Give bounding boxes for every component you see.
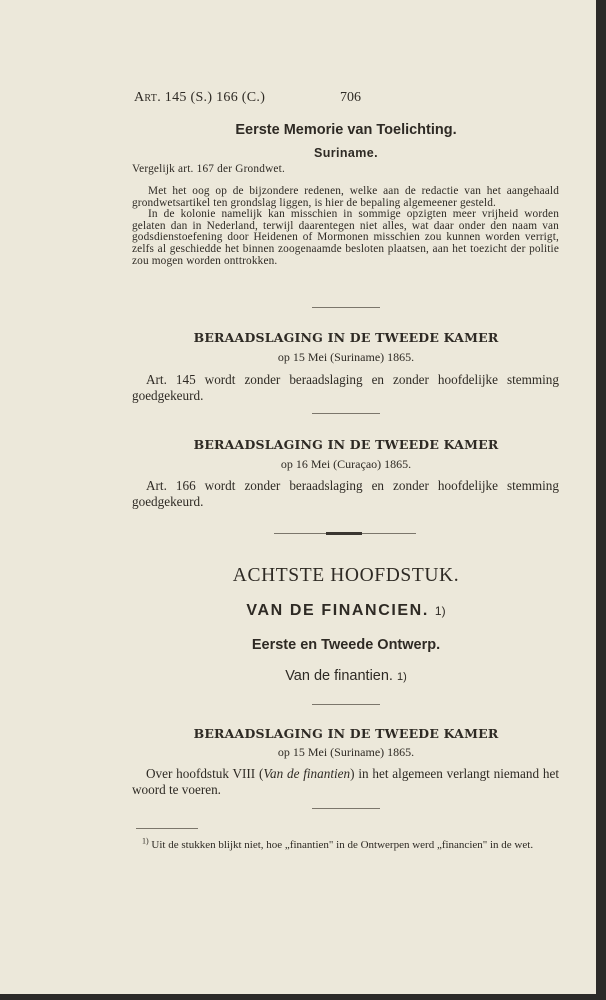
chapter-subtitle: VAN DE FINANCIEN. 1) bbox=[246, 602, 446, 619]
section-divider bbox=[312, 704, 380, 705]
section-divider bbox=[312, 413, 380, 414]
section-divider bbox=[312, 307, 380, 308]
memorie-title: Eerste Memorie van Toelichting. bbox=[235, 122, 457, 138]
page-number: 706 bbox=[340, 90, 361, 105]
memorie-reference: Vergelijk art. 167 der Grondwet. bbox=[132, 163, 286, 175]
deliberation-1-date: op 15 Mei (Suriname) 1865. bbox=[277, 350, 415, 364]
deliberation-1-heading: BERAADSLAGING IN DE TWEEDE KAMER bbox=[193, 330, 499, 345]
chapter-divider-bar bbox=[326, 532, 362, 535]
footnote: $^{1)}$ Uit de stukken blijkt niet, hoe „finantien" in de Ontwerpen werd „financien" in de wet. bbox=[142, 836, 534, 851]
memorie-paragraph-2: In de kolonie namelijk kan misschien in sommige opzigten meer vrijheid worden gelaten dan in Nederland, terwijl daarentegen niet alles, wat daar onder den naam van godsdienstoefening door Heidenen of Mormonen misschien zou kunnen worden verrigt, zelfs al geschiedde het binnen zoogenaamde besloten plaatsen, aan het toezicht der politie zou mogen worden onttrokken. bbox=[132, 208, 559, 267]
memorie-subtitle: Suriname. bbox=[313, 146, 379, 160]
chapter-title: ACHTSTE HOOFDSTUK. bbox=[232, 565, 460, 586]
deliberation-2-date: op 16 Mei (Curaçao) 1865. bbox=[280, 457, 412, 471]
memorie-body bbox=[132, 186, 559, 267]
chapter-draft: Eerste en Tweede Ontwerp. bbox=[251, 637, 441, 653]
deliberation-3-text: Over hoofdstuk VIII (Van de finantien) in het algemeen verlangt niemand het woord te voeren. bbox=[132, 766, 559, 797]
section-footnote-ref: 1) bbox=[397, 671, 407, 683]
running-title: Art. 145 (S.) 166 (C.) bbox=[134, 90, 266, 105]
chapter-footnote-ref: 1) bbox=[434, 604, 446, 618]
section-divider bbox=[312, 808, 380, 809]
deliberation-3-date: op 15 Mei (Suriname) 1865. bbox=[277, 745, 415, 759]
deliberation-1-text: Art. 145 wordt zonder beraadslaging en zonder hoofdelijke stemming goedgekeurd. bbox=[132, 372, 559, 403]
footnote-marker: 1) bbox=[142, 836, 149, 846]
memorie-paragraph-1: Met het oog op de bijzondere redenen, welke aan de redactie van het aangehaald grondwetsartikel ten grondslag liggen, is hier de bepaling algemeener gesteld. bbox=[132, 185, 559, 209]
deliberation-2-heading: BERAADSLAGING IN DE TWEEDE KAMER bbox=[193, 437, 499, 452]
chapter-section: Van de finantien. 1) bbox=[285, 668, 407, 684]
deliberation-2-text: Art. 166 wordt zonder beraadslaging en zonder hoofdelijke stemming goedgekeurd. bbox=[132, 478, 559, 509]
deliberation-3-heading: BERAADSLAGING IN DE TWEEDE KAMER bbox=[193, 726, 499, 741]
footnote-rule bbox=[136, 828, 198, 829]
